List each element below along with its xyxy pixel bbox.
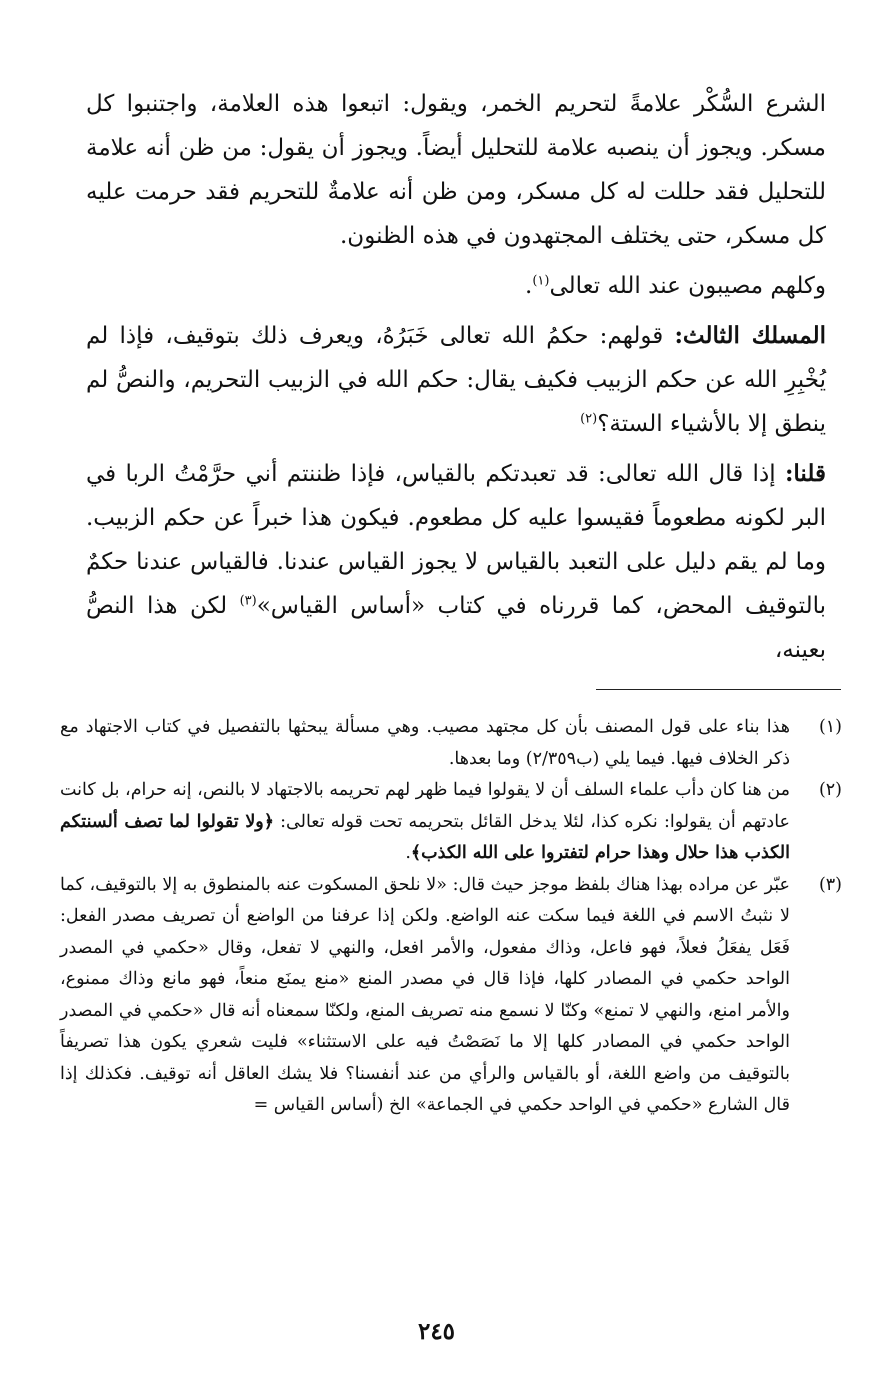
paragraph-4 — [86, 452, 826, 672]
paragraph-2 — [86, 264, 826, 308]
footnotes — [60, 712, 842, 1122]
footnote-ref-3: (٣) — [239, 593, 257, 609]
footnote-3-body: عبّر عن مراده بهذا هناك بلفظ موجز حيث قال: «لا نلحق المسكوت عنه بالمنطوق به إلا بالتوقيف، كما لا نثبتُ الاسم في اللغة فيما سكت عنه الواضع. ولكن إذا عرفنا من الواضع أن تصريف مصدر الفعل: فَعَل يفعَلُ فعلاً، فهو فاعل، وذاك مفعول، والأمر افعل، والنهي لا تفعل، وقال «حكمي في المصدر الواحد حكمي في المصادر كلها، فإذا قال في مصدر المنع «منع يمنَع منعاً، فهو مانع وذاك ممنوع، والأمر امنع، والنهي لا تمنع» وكنّا لا نسمع منه تصريف المنع، ولكنّا سمعناه أنه قال «حكمي في المصدر الواحد حكمي في المصادر كلها إلا ما نَصَصْتُ فيه على الاستثناء» فليت شعري يكون هذا تصريفاً بالتوقيف من واضع اللغة، أو بالقياس والرأي من عند أنفسنا؟ فلا يشك العاقل أنه توقيف. فكذلك إذا قال الشارع «حكمي في الواحد حكمي في الجماعة» الخ (أساس القياس = — [60, 874, 790, 1115]
footnote-1-number: (١) — [818, 717, 842, 737]
footnote-3 — [60, 870, 842, 1122]
footnote-2-quran-verse: ﴿ولا تقولوا لما تصف ألسنتكم الكذب هذا حلال وهذا حرام لتفتروا على الله الكذب﴾ — [60, 811, 790, 863]
paragraph-4-tail: لكن هذا النصُّ بعينه، — [86, 593, 826, 663]
footnote-1-text — [60, 712, 790, 775]
footnote-2-number: (٢) — [818, 780, 842, 800]
page-number: ٢٤٥ — [417, 1318, 456, 1345]
paragraph-4-lead: قلنا: — [784, 460, 826, 487]
footnote-separator — [596, 689, 841, 690]
footnote-1 — [60, 712, 842, 775]
paragraph-1 — [86, 82, 826, 258]
footnote-3-text — [60, 870, 790, 1122]
paragraph-4-text: إذا قال الله تعالى: قد تعبدتكم بالقياس، فإذا ظننتم أني حرَّمْتُ الربا في البر لكونه مطعوماً فقيسوا عليه كل مطعوم. فيكون هذا خبراً عن حكم الزبيب. وما لم يقم دليل على التعبد بالقياس لا يجوز القياس عندنا. فالقياس عندنا حكمٌ بالتوقيف المحض، كما قررناه في كتاب «أساس القياس» — [86, 461, 826, 619]
footnote-ref-1: (١) — [532, 273, 550, 289]
footnote-2-body: من هنا كان دأب علماء السلف أن لا يقولوا فيما ظهر لهم تحريمه بالاجتهاد لا بالنص، إنه حرام، بل كانت عادتهم أن يقولوا: نكره كذا، لئلا يدخل القائل بتحريمه تحت قوله تعالى: — [60, 780, 790, 832]
main-text — [86, 82, 826, 678]
paragraph-2-text: وكلهم مصيبون عند الله تعالى — [549, 273, 826, 299]
footnote-3-number: (٣) — [818, 874, 842, 895]
paragraph-2-tail: . — [525, 273, 533, 299]
paragraph-3-text: قولهم: حكمُ الله تعالى خَبَرُهُ، ويعرف ذلك بتوقيف، فإذا لم يُخْبِرِ الله عن حكم الزبيب فكيف يقال: حكم الله في الزبيب التحريم، والنصُّ لم ينطق إلا بالأشياء الستة؟ — [86, 323, 826, 437]
footnote-1-body: هذا بناء على قول المصنف بأن كل مجتهد مصيب. وهي مسألة يبحثها بالتفصيل في كتاب الاجتهاد مع ذكر الخلاف فيها. فيما يلي (ب٢/٣٥٩) وما بعدها. — [60, 717, 790, 769]
footnote-2 — [60, 775, 842, 870]
footnote-ref-2: (٢) — [580, 411, 598, 427]
paragraph-3 — [86, 314, 826, 446]
footnote-2-text — [60, 775, 790, 870]
paragraph-1-text: الشرع السُّكْر علامةً لتحريم الخمر، ويقول: اتبعوا هذه العلامة، واجتنبوا كل مسكر. ويجوز أن ينصبه علامة للتحليل أيضاً. ويجوز أن يقول: من ظن أنه علامة للتحليل فقد حللت له كل مسكر، ومن ظن أنه علامةٌ للتحريم فقد حرمت عليه كل مسكر، حتى يختلف المجتهدون في هذه الظنون. — [86, 91, 826, 249]
paragraph-3-lead: المسلك الثالث: — [674, 322, 826, 349]
footnote-2-tail: . — [405, 843, 411, 863]
